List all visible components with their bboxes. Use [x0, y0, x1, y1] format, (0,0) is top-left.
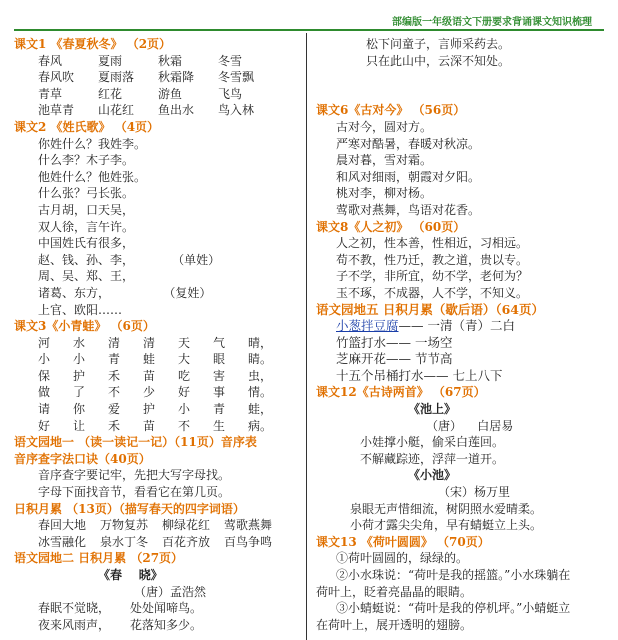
xiehouyu-line: 芝麻开花—— 节节高 — [336, 351, 453, 367]
lesson6-line: 和风对细雨，朝霞对夕阳。 — [336, 169, 481, 184]
poem-line: 夜来风雨声， 花落知多少。 — [38, 617, 203, 632]
lesson1-row: 池草青 山花红 鱼出水 鸟入林 — [38, 103, 255, 118]
lesson6-line: 桃对李，柳对杨。 — [336, 186, 433, 201]
lesson2-line: 中国姓氏有很多， — [38, 236, 135, 251]
koujue-line: 音序查字要记牢，先把大写字母找。 — [38, 468, 231, 483]
lesson13-line: 荷叶上，眨着亮晶晶的眼睛。 — [316, 584, 473, 599]
lesson2-line: 赵、钱、孙、李， （单姓） — [38, 252, 221, 267]
poem-line: 只在此山中，云深不知处。 — [366, 53, 511, 68]
lesson2-title: 课文2 《姓氏歌》 （4页） — [14, 119, 160, 134]
phrase-row: 冰雪融化 泉水丁冬 百花齐放 百鸟争鸣 — [38, 534, 273, 549]
header-divider — [14, 29, 604, 31]
lesson6-line: 严寒对酷暑，春暖对秋凉。 — [336, 136, 481, 151]
lesson2-line: 周、吴、郑、王， — [38, 269, 135, 284]
rijiyuelei-title: 日积月累 （13页）（描写春天的四字词语） — [14, 501, 245, 516]
yuwen-yuandi1-title: 语文园地一 （读一读记一记）（11页）音序表 — [14, 435, 257, 450]
poem2-line: 小荷才露尖尖角，早有蜻蜓立上头。 — [350, 518, 543, 533]
poem2-author: （宋）杨万里 — [438, 485, 511, 500]
lesson2-line: 什么张？弓长张。 — [38, 186, 135, 201]
lesson8-title: 课文8《人之初》 （60页） — [316, 219, 466, 234]
lesson3-row: 好 让 禾 苗 不 生 病。 — [38, 418, 273, 433]
poem-author: （唐）孟浩然 — [134, 584, 207, 599]
lesson6-line: 古对今，圆对方。 — [336, 119, 433, 134]
lesson1-row: 春风吹 夏雨落 秋霜降 冬雪飘 — [38, 70, 255, 85]
lesson13-line: 在荷叶上，展开透明的翅膀。 — [316, 617, 473, 632]
lesson3-row: 小 小 青 蛙 大 眼 睛。 — [38, 352, 273, 367]
lesson1-title: 课文1 《春夏秋冬》 （2页） — [14, 37, 172, 51]
lesson12-title: 课文12《古诗两首》 （67页） — [316, 385, 486, 400]
lesson2-line: 他姓什么？他姓张。 — [38, 169, 147, 184]
lesson2-line: 上官、欧阳…… — [38, 302, 123, 317]
yinxu-koujue-title: 音序查字法口诀（40页） — [14, 451, 151, 466]
lesson6-line: 莺歌对燕舞，鸟语对花香。 — [336, 202, 481, 217]
poem1-line: 小娃撑小艇，偷采白莲回。 — [360, 435, 505, 450]
lesson8-line: 人之初，性本善，性相近，习相远。 — [336, 236, 529, 251]
xiehouyu-line: 小葱拌豆腐—— 一清（青）二白 — [336, 318, 515, 334]
poem1-title: 《池上》 — [408, 402, 457, 417]
lesson8-line: 苟不教，性乃迁，教之道，贵以专。 — [336, 252, 529, 267]
poem2-title: 《小池》 — [408, 468, 457, 483]
lesson2-line: 什么李？木子李。 — [38, 153, 135, 168]
page-header: 部编版一年级语文下册要求背诵课文知识梳理 — [392, 17, 592, 28]
yuwen-yuandi5-title: 语文园地五 日积月累（歇后语）（64页） — [316, 301, 544, 317]
lesson8-line: 玉不琢，不成器，人不学，不知义。 — [336, 285, 529, 300]
column-divider — [306, 33, 307, 640]
xiehouyu-line: 十五个吊桶打水—— 七上八下 — [336, 367, 503, 383]
lesson13-line: ①荷叶圆圆的，绿绿的。 — [336, 551, 469, 566]
lesson2-line: 双人徐，言午许。 — [38, 219, 135, 234]
left-column — [14, 36, 302, 633]
lesson3-title: 课文3《小青蛙》 （6页） — [14, 319, 155, 334]
lesson8-line: 子不学，非所宜，幼不学，老何为？ — [336, 269, 529, 284]
lesson13-line: ③小蜻蜓说：“荷叶是我的停机坪。”小蜻蜓立 — [336, 601, 571, 616]
poem2-line: 泉眼无声惜细流，树阴照水爱晴柔。 — [350, 501, 543, 516]
yuwen-yuandi2-title: 语文园地二 日积月累 （27页） — [14, 551, 184, 566]
lesson2-line: 你姓什么？我姓李。 — [38, 136, 147, 151]
lesson6-title: 课文6《古对今》 （56页） — [316, 103, 466, 118]
lesson6-line: 晨对暮，雪对霜。 — [336, 153, 433, 168]
lesson3-row: 保 护 禾 苗 吃 害 虫， — [38, 368, 273, 383]
lesson1-row: 青草 红花 游鱼 飞鸟 — [38, 86, 243, 101]
lesson1-row: 春风 夏雨 秋霜 冬雪 — [38, 53, 243, 68]
right-column — [316, 36, 606, 633]
xiehouyu-line: 竹篮打水—— 一场空 — [336, 334, 453, 350]
phrase-row: 春回大地 万物复苏 柳绿花红 莺歌燕舞 — [38, 518, 273, 533]
lesson3-row: 请 你 爱 护 小 青 蛙， — [38, 402, 273, 417]
lesson13-line: ②小水珠说：“荷叶是我的摇篮。”小水珠躺在 — [336, 568, 571, 582]
poem-title: 《春 晓》 — [98, 568, 163, 582]
poem1-author: （唐） 白居易 — [426, 418, 514, 433]
poem-line: 春眠不觉晓， 处处闻啼鸟。 — [38, 601, 203, 616]
poem1-line: 不解藏踪迹，浮萍一道开。 — [360, 451, 505, 466]
lesson3-row: 做 了 不 少 好 事 情。 — [38, 385, 273, 400]
xiehouyu-link[interactable]: 小葱拌豆腐 — [336, 318, 399, 334]
lesson2-line: 古月胡，口天吴， — [38, 202, 135, 217]
lesson2-line: 诸葛、东方， （复姓） — [38, 285, 212, 300]
lesson3-row: 河 水 清 清 天 气 晴， — [38, 335, 273, 350]
lesson13-title: 课文13 《荷叶圆圆》 （70页） — [316, 534, 490, 549]
poem-line: 松下问童子，言师采药去。 — [366, 37, 511, 51]
koujue-line: 字母下面找音节，看看它在第几页。 — [38, 485, 231, 500]
